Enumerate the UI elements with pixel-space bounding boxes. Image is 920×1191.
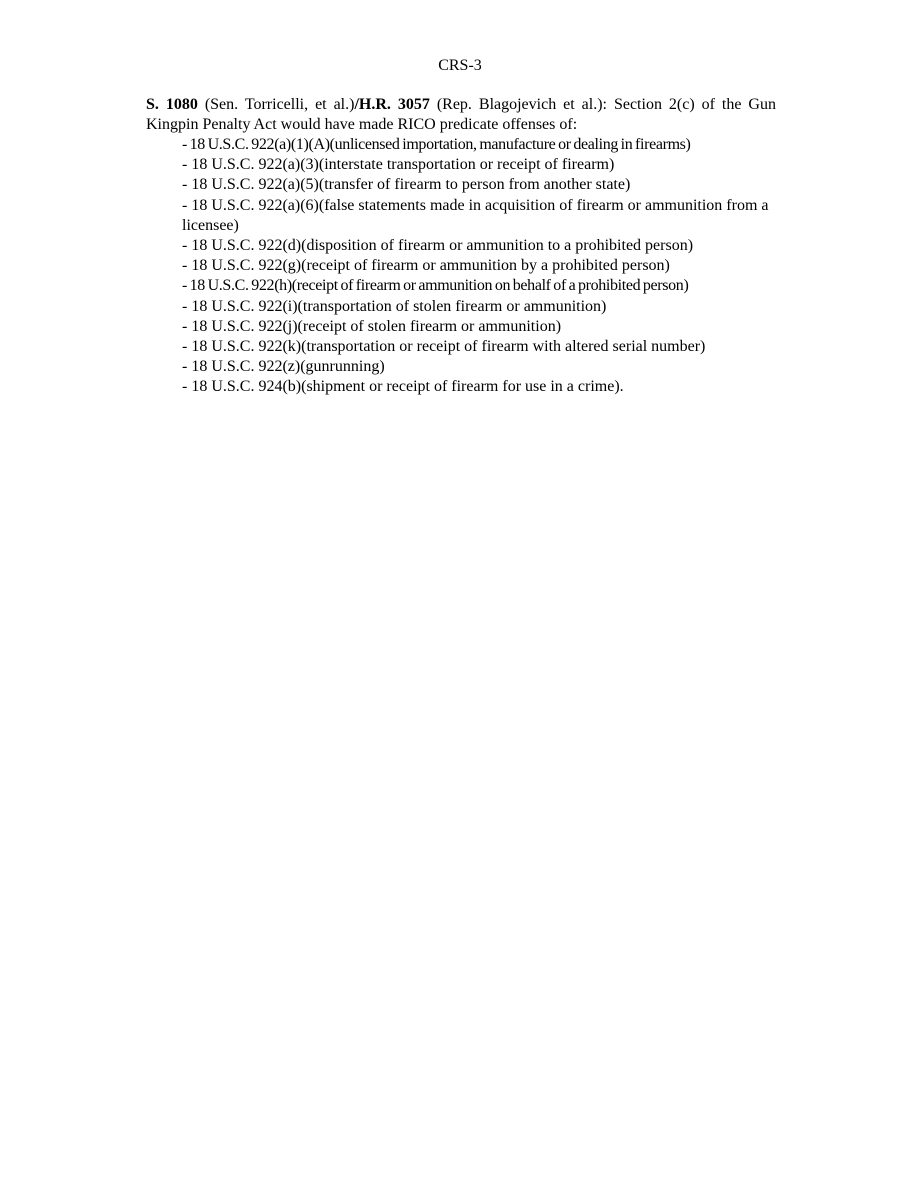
page-header: CRS-3: [438, 57, 482, 74]
offense-item: - 18 U.S.C. 924(b)(shipment or receipt of firearm for use in a crime).: [182, 378, 624, 396]
sponsor-house: (Rep. Blagojevich et al.):: [429, 96, 607, 113]
offense-item: - 18 U.S.C. 922(a)(3)(interstate transportation or receipt of firearm): [182, 156, 615, 174]
offense-item: - 18 U.S.C. 922(j)(receipt of stolen firearm or ammunition): [182, 317, 562, 335]
intro-text: Section 2(c) of the Gun Kingpin Penalty Act would have made RICO predicate offenses of:: [146, 96, 776, 134]
offense-item: - 18 U.S.C. 922(a)(1)(A)(unlicensed importation, manufacture or dealing in firearms): [182, 136, 691, 153]
offense-list: [182, 135, 776, 398]
offense-item: - 18 U.S.C. 922(a)(5)(transfer of firearm to person from another state): [182, 176, 631, 194]
offense-item: - 18 U.S.C. 922(g)(receipt of firearm or ammunition by a prohibited person): [182, 257, 670, 275]
offense-item: - 18 U.S.C. 922(a)(6)(false statements made in acquisition of firearm or ammunition from a licensee): [182, 196, 769, 234]
offense-item: - 18 U.S.C. 922(z)(gunrunning): [182, 358, 385, 376]
bill-number-house: /H.R. 3057: [354, 96, 430, 113]
intro-paragraph: [146, 95, 776, 135]
offense-item: - 18 U.S.C. 922(k)(transportation or receipt of firearm with altered serial number): [182, 338, 706, 356]
offense-item: - 18 U.S.C. 922(d)(disposition of firearm or ammunition to a prohibited person): [182, 237, 694, 255]
offense-item: - 18 U.S.C. 922(i)(transportation of stolen firearm or ammunition): [182, 297, 607, 315]
offense-item: - 18 U.S.C. 922(h)(receipt of firearm or ammunition on behalf of a prohibited person): [182, 277, 689, 295]
bill-number-senate: S. 1080: [146, 96, 198, 113]
sponsor-senate: (Sen. Torricelli, et al.): [197, 96, 355, 113]
